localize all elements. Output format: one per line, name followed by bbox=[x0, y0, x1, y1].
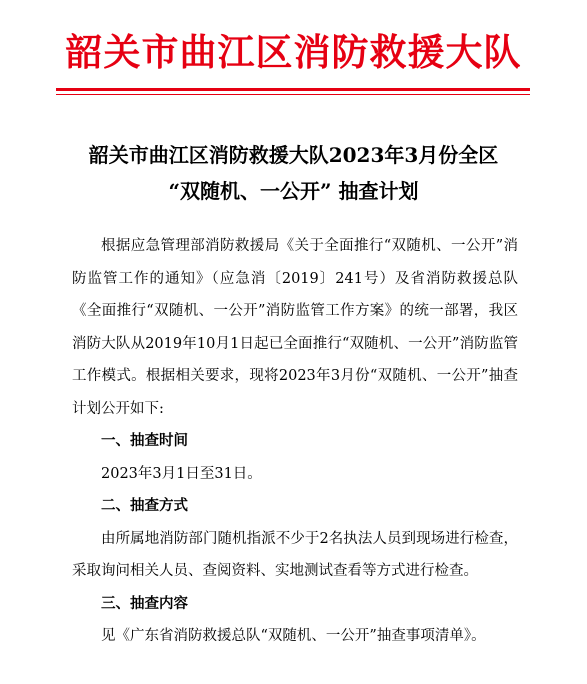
section-3-text: 见《广东省消防救援总队“双随机、一公开”抽查事项清单》。 bbox=[101, 628, 486, 644]
section-1-heading: 一、抽查时间 bbox=[101, 433, 188, 449]
org-header: 韶关市曲江区消防救援大队 bbox=[65, 30, 522, 74]
header-rule-thin bbox=[56, 94, 530, 95]
title-line-2: “双随机、一公开” 抽查计划 bbox=[168, 179, 419, 203]
section-2-heading: 二、抽查方式 bbox=[101, 498, 188, 514]
document-body bbox=[72, 230, 518, 653]
intro-paragraph: 根据应急管理部消防救援局《关于全面推行“双随机、一公开”消防监管工作的通知》（应急消〔2019〕241号）及省消防救援总队《全面推行“双随机、一公开”消防监管工作方案》的统一部署，我区消防大队从2019年10月1日起已全面推行“双随机、一公开”消防监管工作模式。根据相关要求，现将2023年3月份“双随机、一公开”抽查计划公开如下: bbox=[72, 238, 518, 417]
section-2-text: 由所属地消防部门随机指派不少于2名执法人员到现场进行检查，采取询问相关人员、查阅资料、实地测试查看等方式进行检查。 bbox=[72, 530, 518, 579]
header-rule-thick bbox=[56, 88, 530, 91]
title-line-1: 韶关市曲江区消防救援大队2023年3月份全区 bbox=[88, 143, 499, 167]
document-title bbox=[56, 137, 531, 209]
section-3-heading: 三、抽查内容 bbox=[101, 595, 188, 612]
section-1-text: 2023年3月1日至31日。 bbox=[101, 465, 262, 482]
